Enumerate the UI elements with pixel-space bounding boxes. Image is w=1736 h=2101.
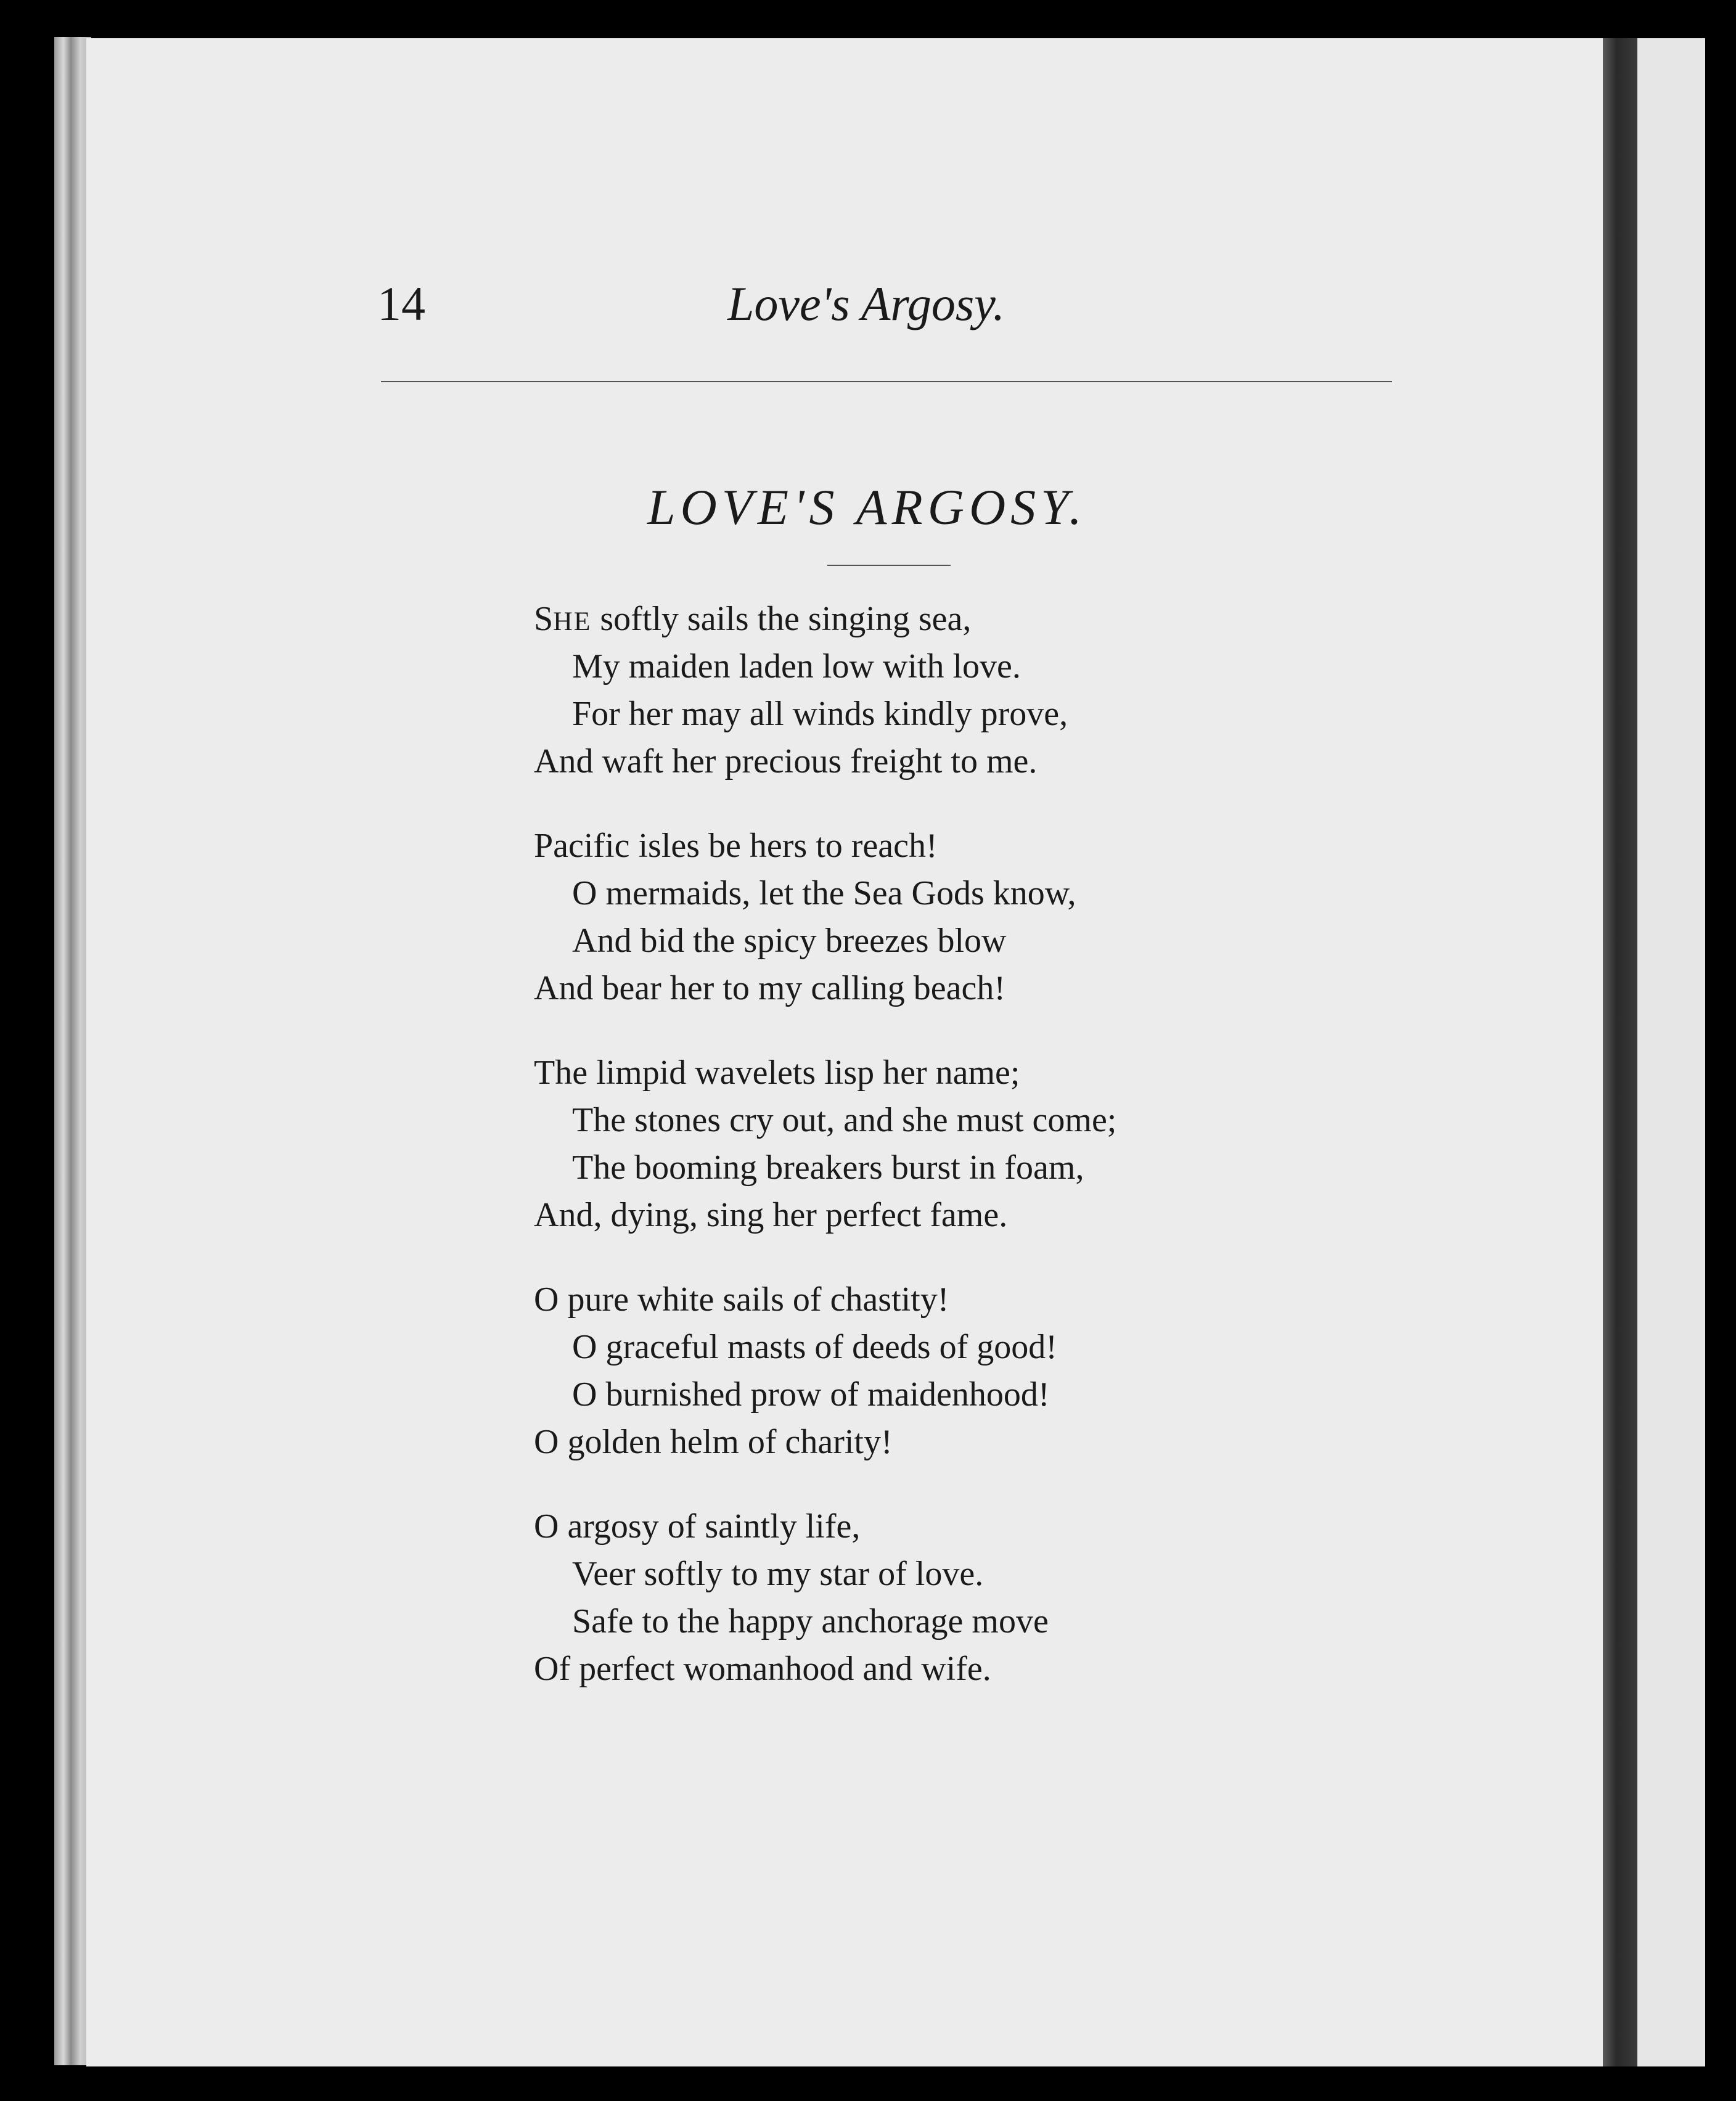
poem-line: My maiden laden low with love. <box>572 647 1021 686</box>
poem-line: SHE softly sails the singing sea, <box>534 600 972 638</box>
poem-line: Of perfect womanhood and wife. <box>534 1650 991 1688</box>
small-caps-opening: HE <box>553 607 592 636</box>
poem-body <box>534 596 1335 1730</box>
poem-line: And, dying, sing her perfect fame. <box>534 1196 1008 1234</box>
book-page-edge <box>54 37 91 2065</box>
stanza-4 <box>534 1276 1335 1466</box>
book-gutter <box>1603 38 1637 2066</box>
stanza-2 <box>534 822 1335 1012</box>
poem-line: The limpid wavelets lisp her name; <box>534 1054 1020 1092</box>
poem-line: The booming breakers burst in foam, <box>572 1149 1084 1187</box>
poem-line: Safe to the happy anchorage move <box>572 1602 1049 1640</box>
poem-line: O graceful masts of deeds of good! <box>572 1328 1057 1366</box>
running-title: Love's Argosy. <box>727 277 1005 330</box>
poem-line: And bear her to my calling beach! <box>534 969 1006 1007</box>
facing-page-edge <box>1637 38 1705 2066</box>
poem-line: The stones cry out, and she must come; <box>572 1101 1117 1139</box>
poem-line: O mermaids, let the Sea Gods know, <box>572 874 1076 912</box>
poem-line: And bid the spicy breezes blow <box>572 922 1007 960</box>
poem-line: O argosy of saintly life, <box>534 1507 861 1546</box>
stanza-1 <box>534 596 1335 785</box>
poem-title: LOVE'S ARGOSY. <box>647 479 1087 535</box>
stanza-3 <box>534 1049 1335 1239</box>
title-rule <box>827 565 951 566</box>
poem-line: And waft her precious freight to me. <box>534 742 1038 780</box>
poem-line: O burnished prow of maidenhood! <box>572 1375 1050 1414</box>
poem-line: For her may all winds kindly prove, <box>572 695 1068 733</box>
poem-line: O golden helm of charity! <box>534 1423 893 1461</box>
poem-line: Veer softly to my star of love. <box>572 1555 984 1593</box>
header-rule <box>381 381 1392 382</box>
poem-line: O pure white sails of chastity! <box>534 1280 949 1319</box>
poem-line: Pacific isles be hers to reach! <box>534 827 938 865</box>
stanza-5 <box>534 1503 1335 1693</box>
page-number: 14 <box>377 277 425 330</box>
